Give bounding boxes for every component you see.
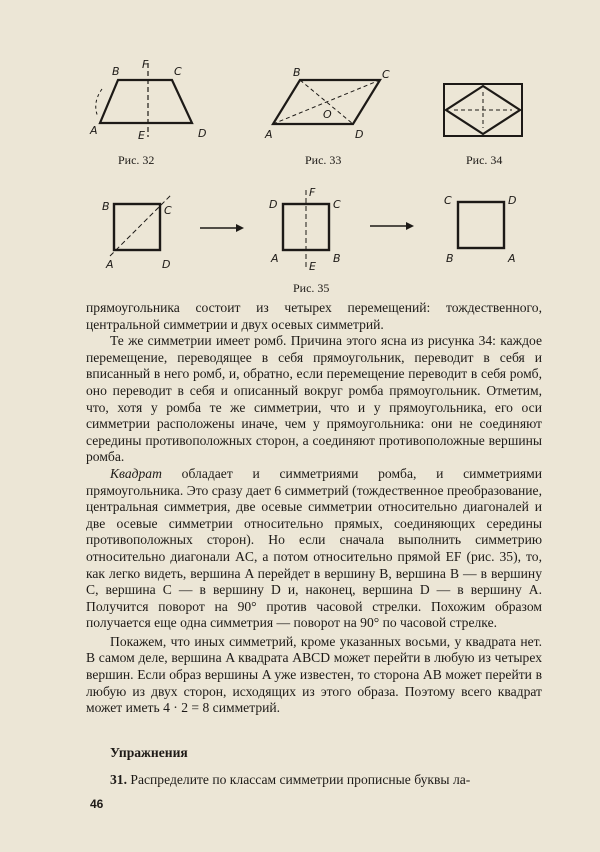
- caption-fig-32: Рис. 32: [118, 153, 155, 167]
- exercise-31: [110, 772, 542, 788]
- arrow-2: [368, 220, 416, 232]
- figure-35-square-2: [265, 186, 355, 276]
- square-rotated: [458, 202, 504, 248]
- label-c: C: [444, 194, 452, 207]
- paragraph-4: Покажем, что иных симметрий, кроме указанных восьми, у квадрата нет. В самом деле, вершина A квадрата ABCD может перейти в любую из четырех вершин. Если образ вершины A уже известен, то сторона AB может перейти в любую из двух сторон, исходящих из этого образа. Поэтому всего квадрат может иметь 4 · 2 = 8 симметрий.: [86, 633, 542, 716]
- label-e: E: [138, 129, 145, 142]
- body-text: [86, 300, 542, 717]
- exercises-heading: Упражнения: [110, 745, 188, 760]
- paragraph-3-text: обладает и симметриями ромба, и симметриями прямоугольника. Это сразу дает 6 симметрий (тождественное преобразование, центральная симметрия, две осевые симметрии относительно диагоналей и две осевые симметрии относительно прямых, соединяющих середины противоположных сторон). Но если сначала выполнить симметрию относительно диагонали AC, а потом относительно прямой EF (рис. 35), то, как легко видеть, вершина A перейдет в вершину B, вершина B — в вершину C, вершина C — в вершину D и, наконец, вершина D — в вершину A. Получится поворот на 90° против часовой стрелки. Похожим образом получается еще одна симметрия — поворот на 90° по часовой стрелке.: [86, 465, 542, 631]
- page-number: 46: [90, 797, 104, 811]
- label-f: F: [309, 186, 316, 199]
- label-b: B: [102, 200, 110, 213]
- label-d: D: [162, 258, 171, 271]
- caption-fig-34: Рис. 34: [466, 153, 503, 167]
- label-d: D: [269, 198, 278, 211]
- paragraph-3: [86, 466, 542, 632]
- label-a: A: [106, 258, 114, 271]
- label-d: D: [355, 128, 364, 141]
- figure-34-rect-rhombus: [440, 80, 526, 142]
- label-b: B: [446, 252, 454, 265]
- label-c: C: [382, 68, 390, 81]
- label-d: D: [198, 127, 207, 140]
- figure-32-trapezoid: [80, 55, 220, 150]
- label-b: B: [333, 252, 341, 265]
- label-a: A: [271, 252, 279, 265]
- label-f: F: [142, 58, 149, 71]
- label-c: C: [333, 198, 341, 211]
- figure-33-rhombus: [265, 68, 395, 148]
- label-a: A: [90, 124, 98, 137]
- label-c: C: [164, 204, 172, 217]
- arrow-1: [198, 222, 246, 234]
- label-b: B: [112, 65, 120, 78]
- exercise-number: 31.: [110, 772, 127, 787]
- caption-fig-35: Рис. 35: [293, 281, 330, 295]
- paragraph-1: прямоугольника состоит из четырех перемещений: тождественного, центральной симметрии и двух осевых симметрий.: [86, 300, 542, 332]
- trapezoid-shape: [100, 80, 192, 123]
- axis-arc: [96, 89, 102, 117]
- square-abcd: [114, 204, 160, 250]
- label-a: A: [265, 128, 273, 141]
- label-c: C: [174, 65, 182, 78]
- label-o: O: [323, 108, 332, 121]
- label-a: A: [508, 252, 516, 265]
- exercise-text: Распределите по классам симметрии прописные буквы ла-: [130, 772, 471, 787]
- figure-35-square-1: [96, 188, 186, 273]
- label-e: E: [309, 260, 316, 273]
- label-d: D: [508, 194, 517, 207]
- label-b: B: [293, 66, 301, 79]
- figure-35-square-3: [440, 186, 530, 271]
- caption-fig-33: Рис. 33: [305, 153, 342, 167]
- term-square: Квадрат: [110, 465, 162, 481]
- paragraph-2: Те же симметрии имеет ромб. Причина этого ясна из рисунка 34: каждое перемещение, переводящее в себя прямоугольник, переводит в себя и вписанный в него ромб, и, обратно, если перемещение переводит в себя ромб, оно переводит в себя и описанный вокруг ромба прямоугольник. Отметим, что, хотя у ромба те же симметрии, что и у прямоугольника, его оси симметрии расположены иначе, чем у прямоугольника: они не соединяют середины противоположных сторон, а соединяют противоположные вершины ромба.: [86, 333, 542, 465]
